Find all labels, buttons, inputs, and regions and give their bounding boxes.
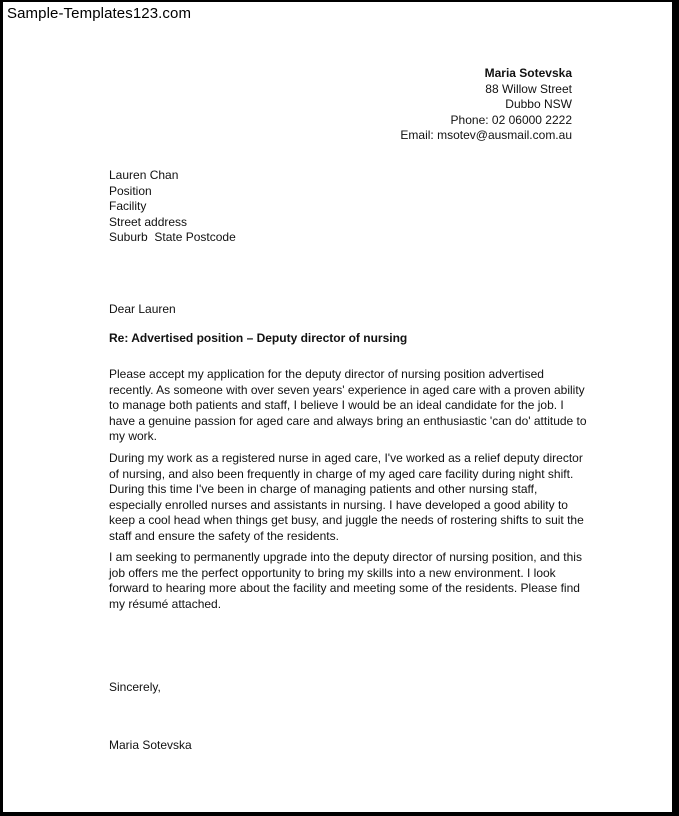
recipient-address-block [109, 168, 236, 246]
signature-name: Maria Sotevska [109, 738, 192, 752]
sender-street: 88 Willow Street [485, 81, 572, 96]
recipient-street: Street address [109, 214, 188, 229]
sender-phone: Phone: 02 06000 2222 [450, 112, 572, 127]
watermark: Sample-Templates123.com [7, 5, 192, 22]
recipient-suburb: Suburb State Postcode [109, 230, 236, 244]
letter-page [3, 2, 672, 812]
recipient-position: Position [109, 183, 152, 198]
sender-city: Dubbo NSW [505, 97, 572, 111]
recipient-facility: Facility [109, 199, 147, 213]
body-paragraph: I am seeking to permanently upgrade into the deputy director of nursing position, and this job offers me the perfect opportunity to bring my skills into a new environment. I look forward to hearing more about the facility and meeting some of the residents. Please find my résumé attached. [109, 550, 582, 611]
salutation: Dear Lauren [109, 302, 176, 316]
closing: Sincerely, [109, 680, 161, 694]
sender-email: Email: msotev@ausmail.com.au [400, 128, 572, 142]
subject-line: Re: Advertised position – Deputy director of nursing [109, 331, 408, 345]
sender-address-block [400, 66, 572, 144]
body-paragraph: During my work as a registered nurse in aged care, I've worked as a relief deputy director of nursing, and also been frequently in charge of my aged care facility during night shift. During this time I've been in charge of managing patients and other nursing staff, especially enrolled nurses and assistants in nursing. I have developed a good ability to keep a cool head when things get busy, and juggle the needs of rostering shifts to suit the staff and ensure the safety of the residents. [109, 451, 584, 543]
sender-name: Maria Sotevska [484, 66, 572, 80]
recipient-name: Lauren Chan [109, 168, 179, 182]
body-paragraph: Please accept my application for the deputy director of nursing position advertised recently. As someone with over seven years' experience in aged care with a proven ability to manage both patients and staff, I believe I would be an ideal candidate for the job. I have a genuine passion for aged care and always bring an enthusiastic 'can do' attitude to my work. [109, 367, 587, 444]
